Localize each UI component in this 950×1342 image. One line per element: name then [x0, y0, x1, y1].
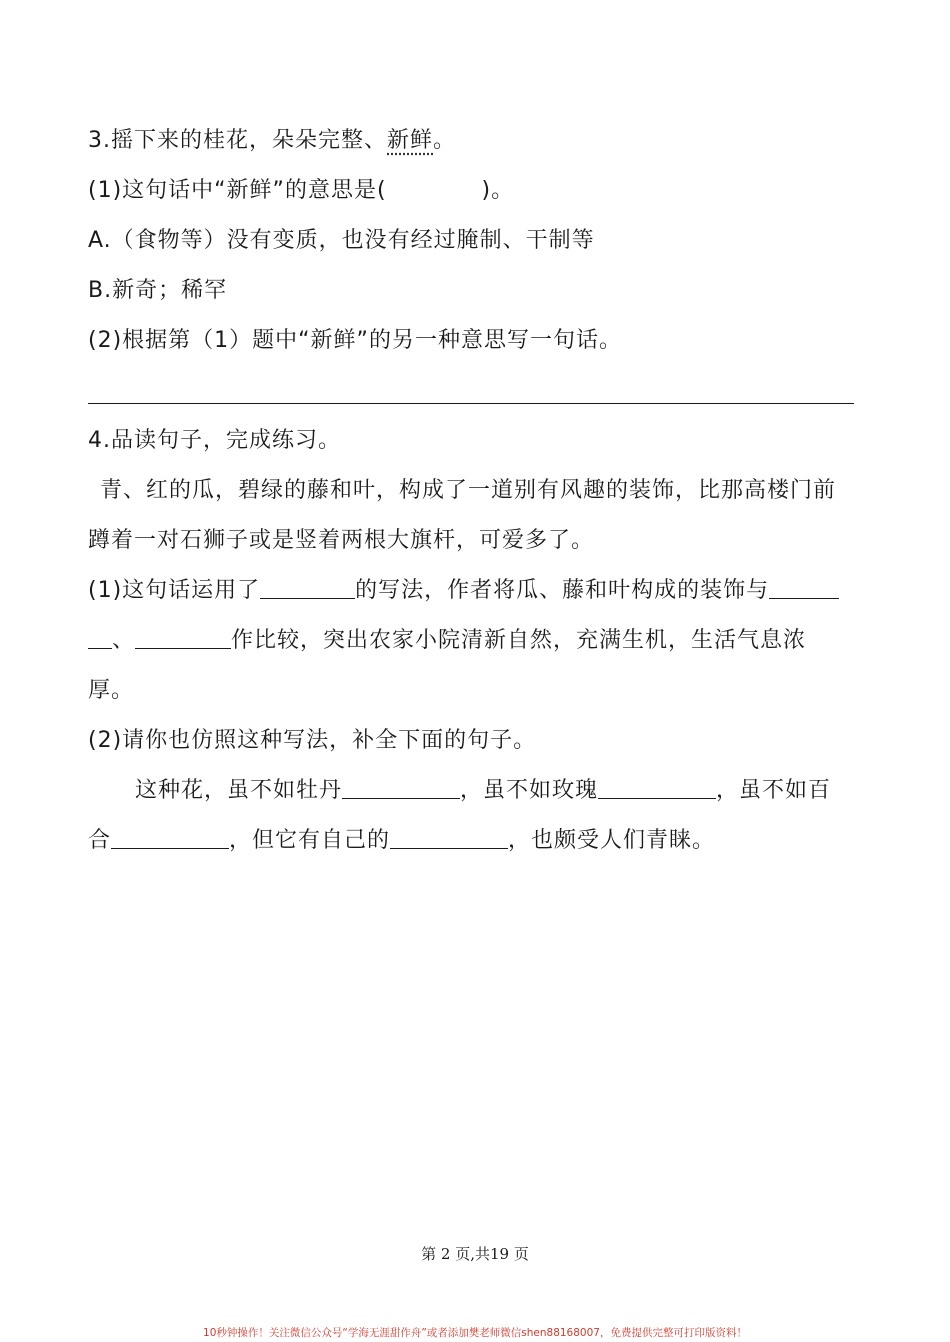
q3-sub1 [88, 176, 514, 206]
q4-sub1-blank-compare1-end[interactable] [88, 626, 112, 649]
q4-fill-line2 [88, 826, 715, 856]
q4-fill-part4: 合 [88, 828, 112, 853]
q3-stem [88, 126, 456, 156]
q3-stem-suffix: 。 [433, 128, 457, 153]
q4-sub1-part2: 的写法，作者将瓜、藤和叶构成的装饰与 [355, 578, 770, 603]
q4-fill-part5: ，但它有自己的 [229, 828, 391, 853]
q4-sub1-part1: (1)这句话运用了 [88, 578, 261, 603]
q4-passage-line2: 蹲着一对石狮子或是竖着两根大旗杆，可爱多了。 [88, 528, 595, 553]
q4-sub1-line1 [88, 576, 839, 606]
promo-banner: 10秒钟操作！关注微信公众号“学海无涯甜作舟”或者添加樊老师微信shen88168007，免费提供完整可打印版资料！ [203, 1327, 747, 1339]
q4-fill-blank-lily[interactable] [111, 826, 229, 849]
q3-stem-prefix: 3.摇下来的桂花，朵朵完整、 [88, 128, 387, 153]
q4-passage-line1: 青、红的瓜，碧绿的藤和叶，构成了一道别有风趣的装饰，比那高楼门前 [100, 478, 837, 503]
q4-sub1-line2 [88, 626, 806, 656]
q4-sub1-line3: 厚。 [88, 678, 135, 703]
q4-fill-blank-peony[interactable] [342, 776, 460, 799]
q4-fill-line1 [135, 776, 831, 806]
page-number: 第 2 页,共19 页 [421, 1245, 529, 1263]
q4-sub1-part4: 作比较，突出农家小院清新自然，充满生机，生活气息浓 [231, 628, 807, 653]
q4-fill-part1: 这种花，虽不如牡丹 [135, 778, 343, 803]
q4-fill-part3: ，虽不如百 [716, 778, 832, 803]
q4-fill-blank-rose[interactable] [598, 776, 716, 799]
q3-answer-line[interactable] [88, 403, 854, 404]
q3-sub1-after: )。 [481, 178, 515, 203]
q4-sub1-blank-method[interactable] [260, 576, 355, 599]
q4-sub1-part3: 、 [112, 628, 136, 653]
q4-sub1-blank-compare1-start[interactable] [769, 576, 839, 599]
q3-option-b: B.新奇；稀罕 [88, 278, 228, 303]
q4-fill-blank-own[interactable] [390, 826, 508, 849]
q4-sub1-blank-compare2[interactable] [135, 626, 231, 649]
q3-sub1-before: (1)这句话中“新鲜”的意思是( [88, 178, 387, 203]
q4-fill-part2: ，虽不如玫瑰 [460, 778, 599, 803]
q3-option-a: A.（食物等）没有变质，也没有经过腌制、干制等 [88, 228, 595, 253]
q3-sub2: (2)根据第（1）题中“新鲜”的另一种意思写一句话。 [88, 328, 622, 353]
q4-sub2: (2)请你也仿照这种写法，补全下面的句子。 [88, 728, 537, 753]
q3-stem-dotted-word: 新鲜 [387, 128, 434, 153]
q4-fill-part6: ，也颇受人们青睐。 [508, 828, 716, 853]
q4-stem: 4.品读句子，完成练习。 [88, 428, 341, 453]
